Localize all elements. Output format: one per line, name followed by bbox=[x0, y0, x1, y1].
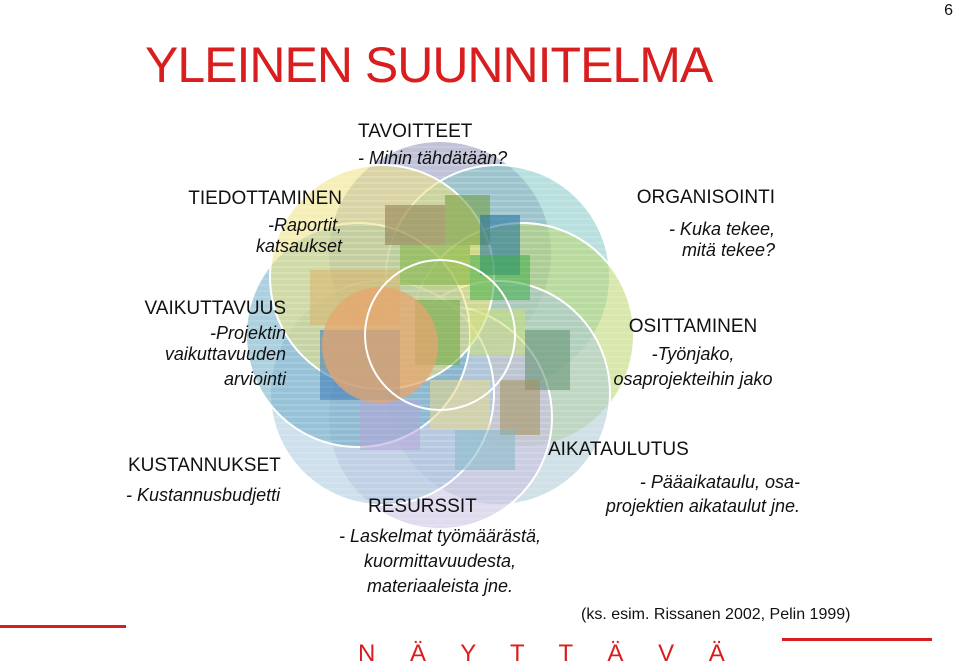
section-tiedottaminen bbox=[100, 188, 342, 257]
section-resurssit bbox=[368, 496, 477, 518]
diagram-color-block bbox=[470, 255, 530, 300]
diagram-center-circle bbox=[322, 287, 438, 403]
section-line: - Mihin tähdätään? bbox=[358, 148, 508, 168]
section-line: mitä tekee? bbox=[681, 240, 775, 260]
accent-bar-right bbox=[782, 638, 932, 641]
citation: (ks. esim. Rissanen 2002, Pelin 1999) bbox=[581, 606, 851, 623]
section-resurssit-text bbox=[295, 526, 585, 597]
section-line: -Projektin bbox=[209, 323, 286, 343]
section-line: vaikuttavuuden bbox=[164, 344, 286, 364]
section-line: materiaaleista jne. bbox=[366, 576, 514, 596]
footer-brand: N Ä Y T T Ä V Ä bbox=[358, 640, 739, 667]
section-heading: TAVOITTEET bbox=[358, 121, 473, 142]
section-line: -Työnjako, bbox=[651, 344, 735, 364]
diagram-color-block bbox=[455, 430, 515, 470]
section-vaikuttavuus bbox=[60, 298, 286, 390]
diagram-color-block bbox=[360, 400, 420, 450]
section-heading: VAIKUTTAVUUS bbox=[144, 298, 286, 319]
section-line: - Kustannusbudjetti bbox=[126, 485, 281, 505]
section-heading: RESURSSIT bbox=[368, 496, 477, 517]
section-line: arviointi bbox=[223, 369, 286, 389]
section-line: - Laskelmat työmäärästä, bbox=[338, 526, 542, 546]
section-heading: KUSTANNUKSET bbox=[128, 455, 281, 476]
section-organisointi bbox=[560, 187, 775, 261]
section-aikataulutus bbox=[548, 439, 689, 461]
accent-bar-left bbox=[0, 625, 126, 628]
section-heading: OSITTAMINEN bbox=[628, 316, 758, 337]
section-line: kuormittavuudesta, bbox=[363, 551, 517, 571]
section-line: osaprojekteihin jako bbox=[613, 369, 773, 389]
diagram-color-block bbox=[385, 205, 445, 245]
diagram-color-block bbox=[470, 310, 525, 355]
section-line: projektien aikataulut jne. bbox=[605, 496, 800, 516]
section-heading: ORGANISOINTI bbox=[636, 187, 775, 208]
section-line: -Raportit, bbox=[267, 215, 342, 235]
page-title: YLEINEN SUUNNITELMA bbox=[145, 37, 713, 93]
page-number: 6 bbox=[944, 2, 953, 19]
section-osittaminen bbox=[578, 316, 808, 390]
section-kustannukset-text bbox=[126, 485, 280, 506]
section-line: - Pääaikataulu, osa- bbox=[639, 472, 800, 492]
section-heading: AIKATAULUTUS bbox=[548, 439, 689, 460]
section-line: katsaukset bbox=[255, 236, 342, 256]
diagram-color-block bbox=[430, 380, 490, 430]
diagram-color-block bbox=[500, 380, 540, 435]
section-line: - Kuka tekee, bbox=[668, 219, 775, 239]
section-aikataulutus-text bbox=[520, 472, 800, 517]
section-heading: TIEDOTTAMINEN bbox=[188, 188, 342, 209]
section-tavoitteet bbox=[358, 121, 507, 169]
section-kustannukset bbox=[128, 455, 281, 477]
